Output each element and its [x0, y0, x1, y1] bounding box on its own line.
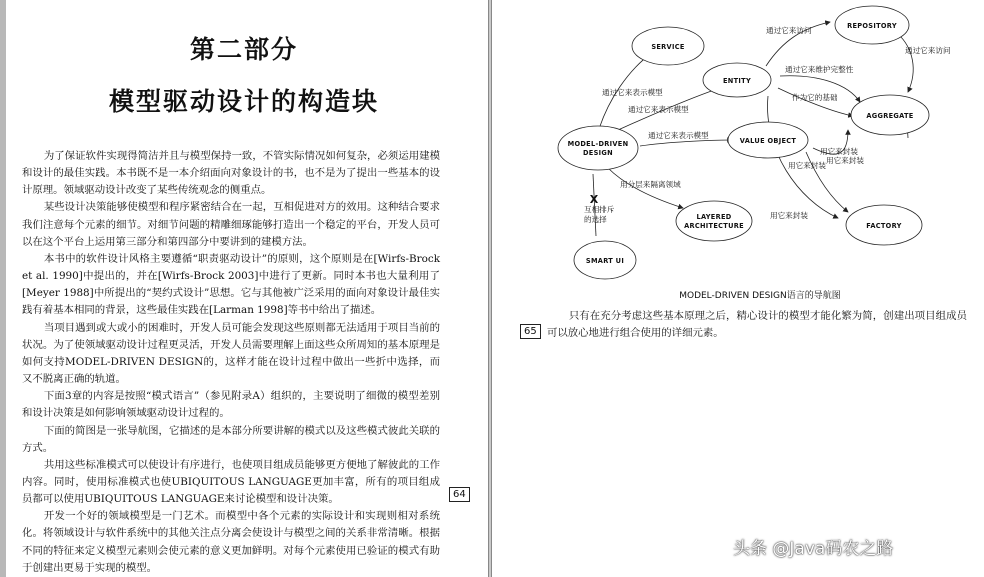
- diagram-caption: MODEL-DRIVEN DESIGN语言的导航图: [679, 291, 841, 301]
- edge-label-encap-4: 用它来封装: [770, 211, 808, 220]
- page-number-right: 65: [520, 324, 541, 339]
- node-label-aggregate: AGGREGATE: [866, 112, 914, 120]
- paragraph: 下面3章的内容是按照“模式语言”（参见附录A）组织的，主要说明了细微的模型差别和设计决策是如何影响领域驱动设计过程的。: [22, 390, 440, 420]
- node-layered-architecture: [676, 201, 752, 241]
- edge-label-express-service: 通过它来表示模型: [602, 88, 663, 97]
- node-label-mdd-1: MODEL-DRIVEN: [567, 140, 629, 148]
- node-label-value-object: VALUE OBJECT: [739, 137, 797, 145]
- edge-label-encap-1: 用它来封装: [820, 147, 858, 156]
- node-label-smart-ui: SMART UI: [585, 257, 625, 265]
- navigation-diagram: [548, 0, 984, 290]
- node-label-layered-2: ARCHITECTURE: [684, 222, 744, 230]
- node-label-mdd-2: DESIGN: [583, 149, 613, 157]
- edge-label-express-entity: 通过它来表示模型: [628, 105, 689, 114]
- node-label-factory: FACTORY: [866, 222, 902, 230]
- left-page: [0, 0, 488, 577]
- edge-label-encap-2: 用它来封装: [826, 156, 864, 165]
- paragraph: 当项目遇到或大或小的困难时，开发人员可能会发现这些原则都无法适用于项目当前的状况。为了使领域驱动设计过程更灵活，开发人员需要理解上面这些众所周知的基本原理是如何支持MODEL-DRIVEN DESIGN的，这样才能在设计过程中做出一些折中选择，而又不脱离正确的轨道。: [22, 321, 440, 386]
- paragraph: 共用这些标准模式可以使设计有序进行，也使项目组成员能够更方便地了解彼此的工作内容。同时，使用标准模式也使UBIQUITOUS LANGUAGE更加丰富，所有的项目组成员都可以使用UBIQUITOUS LANGUAGE来讨论模型和设计决策。: [22, 458, 440, 506]
- node-label-layered-1: LAYERED: [696, 213, 732, 221]
- edge-mdd-valueobject: [640, 140, 732, 146]
- edge-label-encap-3: 用它来封装: [788, 161, 826, 170]
- edge-label-maintain: 通过它来维护完整性: [785, 65, 854, 74]
- node-label-entity: ENTITY: [722, 77, 752, 85]
- paragraph: 下面的简图是一张导航图，它描述的是本部分所要讲解的模式以及这些模式彼此关联的方式。: [22, 424, 440, 454]
- node-label-service: SERVICE: [651, 43, 685, 51]
- part-number-heading: 第二部分: [189, 35, 298, 64]
- edge-aggregate-repository: [898, 34, 913, 92]
- edge-label-exclusive-1: 互相排斥: [584, 205, 615, 214]
- paragraph: 本书中的软件设计风格主要遵循“职责驱动设计”的原则，这个原则是在[Wirfs-Brock et al. 1990]中提出的，并在[Wirfs-Brock 2003]中进行了更新。同时本书也大量利用了[Meyer 1988]中所提出的“契约式设计”思想。它与其他被广泛采用的面向对象设计最佳实践有着基本相同的背景，这些最佳实践在[Larman 1998]等书中给出了描述。: [22, 252, 440, 317]
- paragraph: 某些设计决策能够使模型和程序紧密结合在一起，互相促进对方的效用。这种结合要求我们注意每个元素的细节。对细节问题的精雕细琢能够打造出一个稳定的平台，开发人员可以在这个平台上运用第三部分和第四部分中要讲到的建模方法。: [22, 201, 440, 248]
- left-body-text: [22, 148, 440, 577]
- paragraph: 开发一个好的领域模型是一门艺术。而模型中各个元素的实际设计和实现则相对系统化。将领域设计与软件系统中的其他关注点分离会使设计与模型之间的关系非常清晰。根据不同的特征来定义模型元素则会使元素的意义更加鲜明。对每个元素使用已验证的模式有助于创建出更易于实现的模型。: [22, 510, 440, 574]
- edge-label-root: 作为它的基础: [792, 93, 838, 102]
- edge-label-x-mark: X: [589, 193, 599, 206]
- part-name-heading: 模型驱动设计的构造块: [108, 87, 379, 116]
- edge-label-access-2: 通过它来访问: [905, 46, 951, 55]
- watermark: 头条 @Java码农之路: [733, 539, 894, 559]
- edge-label-exclusive-2: 的选择: [584, 215, 607, 224]
- edge-label-access-1: 通过它来访问: [766, 26, 812, 35]
- edge-label-isolate: 用分层来隔离领域: [620, 180, 681, 189]
- node-label-repository: REPOSITORY: [847, 22, 897, 30]
- page-number-left: 64: [449, 487, 470, 502]
- node-model-driven-design: [558, 126, 638, 170]
- edge-label-express-vo: 通过它来表示模型: [648, 131, 709, 140]
- right-body-text: [547, 308, 967, 342]
- paragraph: 为了保证软件实现得简洁并且与模型保持一致，不管实际情况如何复杂，必须运用建模和设计的最佳实践。本书既不是一本介绍面向对象设计的书，也不是为了提出一些基本的设计原理。领域驱动设计改变了某些传统观念的侧重点。: [22, 150, 440, 197]
- paragraph: 只有在充分考虑这些基本原理之后，精心设计的模型才能化繁为简，创建出项目组成员可以放心地进行组合使用的详细元素。: [547, 310, 967, 340]
